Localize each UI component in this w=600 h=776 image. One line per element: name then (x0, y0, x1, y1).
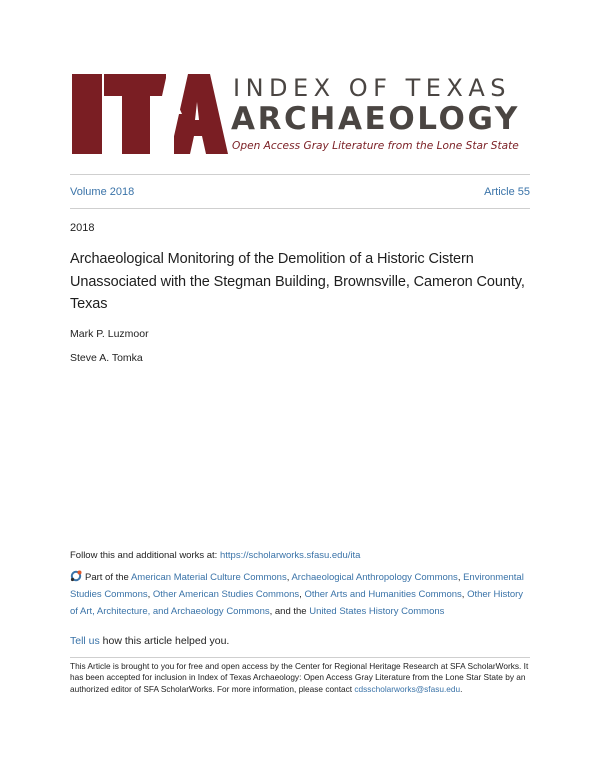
contact-email-link[interactable]: cdsscholarworks@sfasu.edu (354, 683, 461, 694)
publication-year: 2018 (70, 222, 95, 234)
author-2: Steve A. Tomka (70, 352, 143, 364)
ita-logo (70, 68, 530, 160)
commons-network-icon (70, 570, 82, 582)
tell-us-link[interactable]: Tell us (70, 635, 100, 647)
part-of-prefix: Part of the (85, 572, 131, 583)
article-title: Archaeological Monitoring of the Demolition of a Historic Cistern Unassociated with the Stegman Building, Brownsville, Cameron County, Texas (70, 251, 525, 312)
commons-and-the: , and the (269, 606, 310, 617)
article-link[interactable]: Article 55 (484, 186, 530, 198)
divider-notice (70, 657, 530, 658)
commons-link-other-american-studies[interactable]: Other American Studies Commons (152, 589, 300, 600)
commons-separator: , (286, 572, 292, 583)
collection-url-link[interactable]: https://scholarworks.sfasu.edu/ita (219, 550, 361, 561)
tell-us-line (70, 635, 229, 647)
logo-title-line1: INDEX OF TEXAS (233, 74, 511, 102)
commons-link-archaeological-anthropology[interactable]: Archaeological Anthropology Commons (291, 572, 458, 583)
commons-separator: , (457, 572, 464, 583)
commons-separator: , (299, 589, 305, 600)
volume-link[interactable]: Volume 2018 (70, 186, 135, 198)
commons-link-environmental-studies[interactable]: Environmental Studies Commons (70, 572, 524, 600)
part-of-commons (70, 569, 530, 620)
commons-link-other-arts-humanities[interactable]: Other Arts and Humanities Commons (304, 589, 462, 600)
divider-top (70, 174, 530, 175)
commons-separator: , (147, 589, 153, 600)
tell-us-rest: how this article helped you. (99, 635, 230, 647)
commons-separator: , (461, 589, 468, 600)
logo-tagline: Open Access Gray Literature from the Lone Star State (232, 140, 519, 152)
notice-end: . (460, 683, 463, 694)
logo-title-line2: ARCHAEOLOGY (231, 101, 520, 137)
commons-link-us-history[interactable]: United States History Commons (309, 606, 445, 617)
follow-label: Follow this and additional works at: (70, 550, 220, 561)
notice-text: This Article is brought to you for free and open access by the Center for Regional Heritage Research at SFA ScholarWorks. It has been accepted for inclusion in Index of Texas Archaeology: Open Access Gray Literature from the Lone Star State by an authorized editor of SFA ScholarWorks. For more information, please contact (70, 661, 529, 694)
author-1: Mark P. Luzmoor (70, 328, 149, 340)
follow-line (70, 550, 360, 561)
commons-link-other-history-art-architecture[interactable]: Other History of Art, Architecture, and Archaeology Commons (70, 589, 524, 617)
access-notice (70, 661, 530, 695)
divider-meta (70, 208, 530, 209)
commons-link-american-material-culture[interactable]: American Material Culture Commons (130, 572, 287, 583)
ita-monogram-icon (70, 68, 230, 160)
